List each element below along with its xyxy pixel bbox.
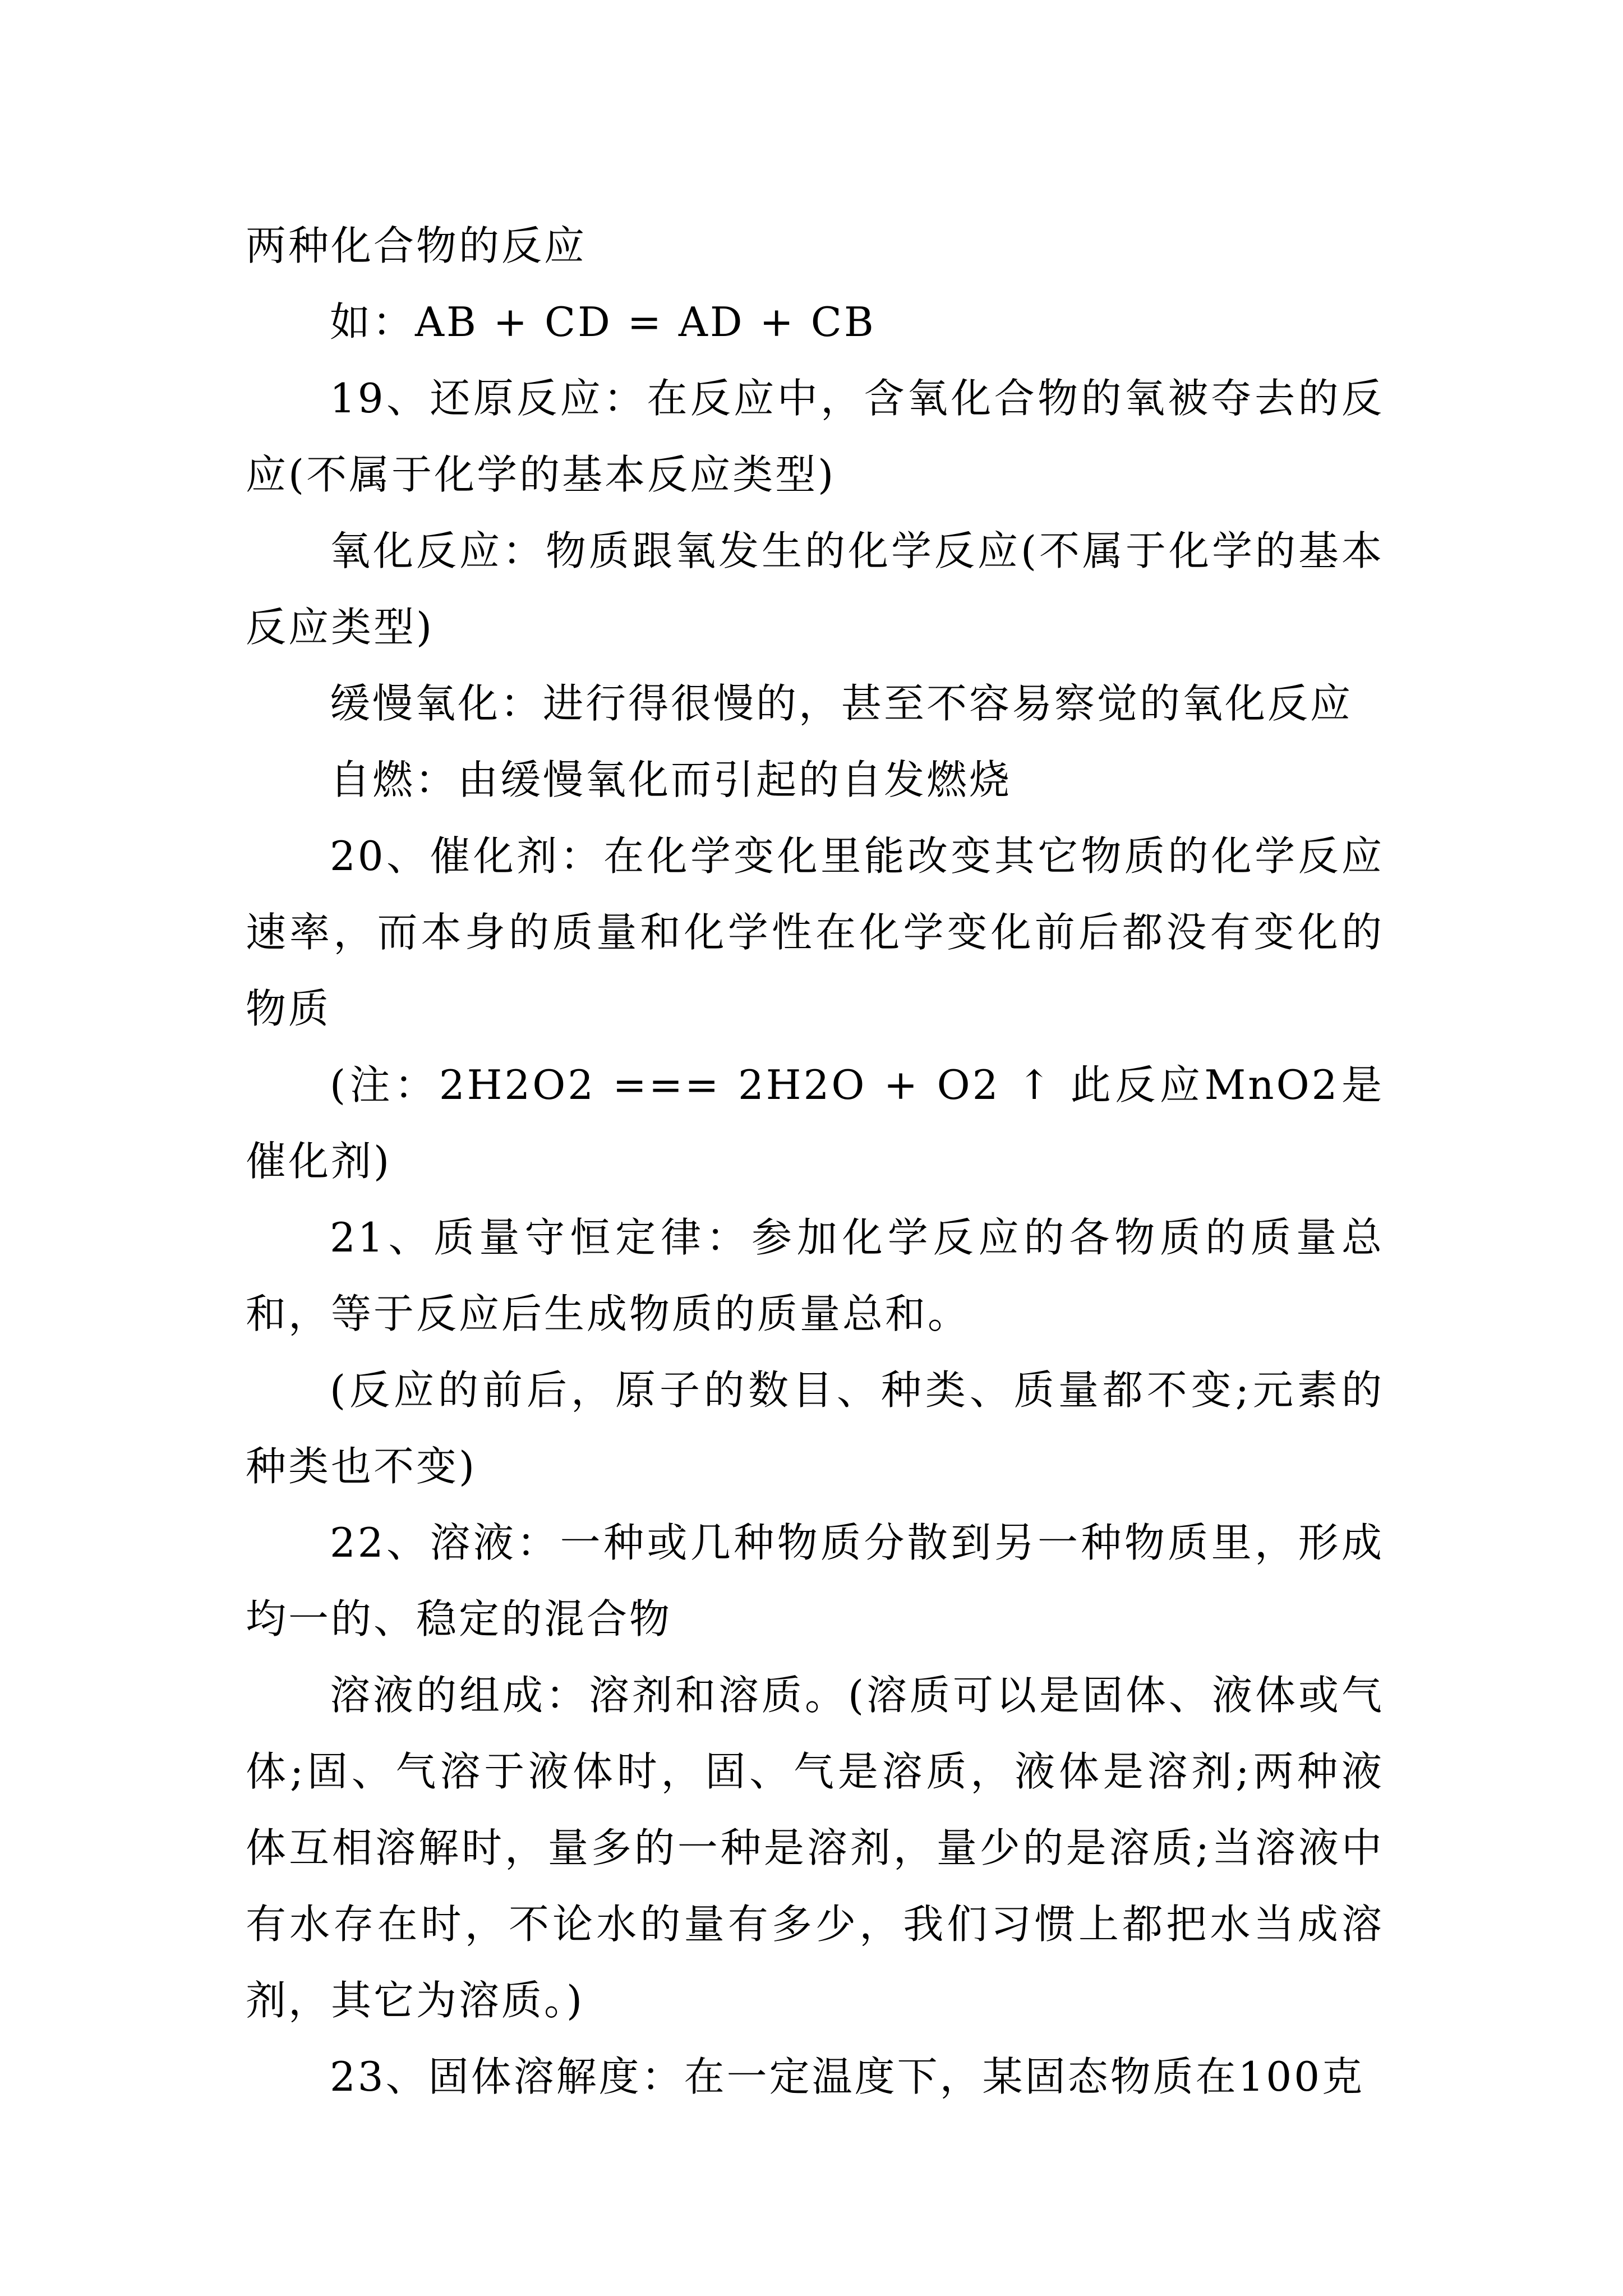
paragraph-example-equation: 如：AB + CD = AD + CB	[330, 298, 876, 346]
paragraph-solid-solubility: 23、固体溶解度：在一定温度下，某固态物质在100克	[330, 2053, 1365, 2100]
paragraph-spontaneous-combustion: 自燃：由缓慢氧化而引起的自发燃烧	[330, 756, 1012, 803]
paragraph-conservation-note: (反应的前后，原子的数目、种类、质量都不变;元素的种类也不变)	[246, 1366, 1384, 1490]
paragraph-catalyst-note: (注：2H2O2 === 2H2O + O2 ↑ 此反应MnO2是催化剂)	[246, 1061, 1384, 1185]
paragraph-reduction-reaction: 19、还原反应：在反应中，含氧化合物的氧被夺去的反应(不属于化学的基本反应类型)	[246, 375, 1384, 498]
paragraph-oxidation-reaction: 氧化反应：物质跟氧发生的化学反应(不属于化学的基本反应类型)	[246, 527, 1384, 651]
text-column	[246, 208, 1384, 2115]
paragraph-reaction-definition-tail: 两种化合物的反应	[246, 222, 587, 269]
paragraph-conservation-of-mass: 21、质量守恒定律：参加化学反应的各物质的质量总和，等于反应后生成物质的质量总和。	[246, 1214, 1384, 1337]
paragraph-catalyst: 20、催化剂：在化学变化里能改变其它物质的化学反应速率，而本身的质量和化学性在化学变化前后都没有变化的物质	[246, 832, 1384, 1032]
paragraph-solution: 22、溶液：一种或几种物质分散到另一种物质里，形成均一的、稳定的混合物	[246, 1519, 1384, 1642]
paragraph-solution-composition: 溶液的组成：溶剂和溶质。(溶质可以是固体、液体或气体;固、气溶于液体时，固、气是溶质，液体是溶剂;两种液体互相溶解时，量多的一种是溶剂，量少的是溶质;当溶液中有水存在时，不论水的量有多少，我们习惯上都把水当成溶剂，其它为溶质。)	[246, 1672, 1384, 2024]
paragraph-slow-oxidation: 缓慢氧化：进行得很慢的，甚至不容易察觉的氧化反应	[330, 680, 1353, 727]
